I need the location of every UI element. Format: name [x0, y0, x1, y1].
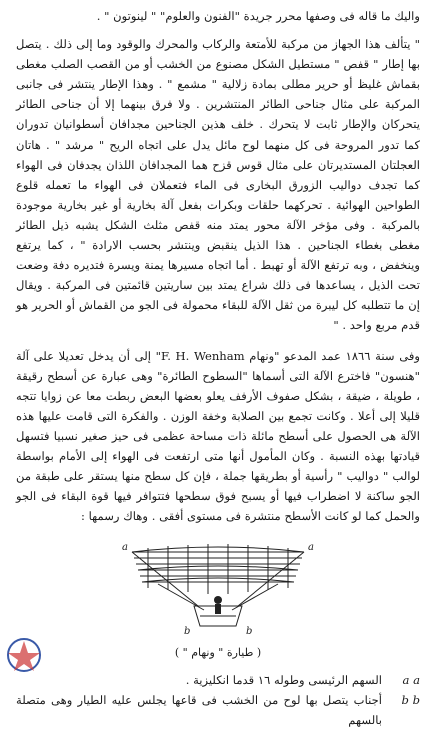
- figure-legend: [16, 670, 420, 730]
- legend-text: السهم الرئيسى وطوله ١٦ قدما انكليزية .: [185, 673, 382, 688]
- legend-item: [16, 690, 420, 730]
- wenham-aircraft-figure: [118, 534, 318, 660]
- legend-text: أجناب يتصل بها لوح من الخشب فى قاعها يجلس عليه الطيار وهى متصلة بالسهم: [16, 693, 382, 728]
- figure-caption: ( طيارة " ونهام " ): [174, 646, 262, 660]
- wenham-aircraft-drawing: [118, 534, 318, 642]
- figure-label-b-left: b: [184, 626, 191, 638]
- legend-item: [16, 670, 420, 690]
- library-logo-watermark: [4, 635, 44, 675]
- paragraph-1: " يتألف هذا الجهاز من مركبة للأمتعة والركاب والمحرك والوقود وما إلى ذلك . يتصل بها إطار " قفص " مستطيل الشكل مصنوع من الخشب أو من القصب الصلب مغطى بقماش غليظ أو حرير مطلى بمادة زلالية " مشمع " . وهذا الإطار ينتشر فى جانبى المركبة على مثال جناحى الطائر المنتشرين . ولا فرق بينهما إلا أن جناحى الطائر يتحركان والإطار ثابت لا يتحرك . خلف هذين الجناحين مجدافان أسطوانيان تدوران كما تدور المروحة فى كل منهما لوح مائل يدل على اتجاه الريح " مرشد " . هاتان العجلتان المستديرتان على مثال قوس قزح هما المجدافان اللذان يجدفان فى الهواء كما تجدف دواليب الزورق البخارى فى الماء فتعملان فى الهواء ما تعمله قلوع الطواحين الهوائية . تحركهما حلقات وبكرات بفعل آلة بخارية أو غير بخارية موجودة بالمركبة . وفى مؤخر الآلة محور يمتد منه قفص مثلث الشكل يشبه ذيل الطائر مغطى بغطاء الجناحين . هذا الذيل ينقبض وينتشر بحسب الارادة " ، كما يرتفع وينخفض ، وبه ترتفع الآلة أو تهبط . أما اتجاه مسيرها يمنة ويسرة فتديره دفة وضعت تحت الذيل ، يساعدها فى ذلك شراع يمتد بين ساريتين قائمتين فى المركبة . ويقال إن ما تتطلبه كل ليبرة من ثقل الآلة للبقاء محمولة فى الجو من القماش أو الحرير هو قدم مربع واحد . ": [16, 37, 420, 333]
- figure-label-a-left: a: [122, 542, 128, 554]
- intro-line: واليك ما قاله فى وصفها محرر جريدة "الفنون والعلوم" " لينوتون " .: [96, 9, 420, 23]
- legend-key: b b: [401, 693, 420, 708]
- figure-label-a-right: a: [308, 542, 314, 554]
- library-emblem-icon: [4, 635, 44, 675]
- figure-label-b-right: b: [246, 626, 253, 638]
- paragraph-2: وفى سنة ١٨٦٦ عمد المدعو "ونهام F. H. Wenham" إلى أن يدخل تعديلا على آلة "هنسون" فاخترع الآلة التى أسماها "السطوح الطائرة" وهى عبارة عن أسطح رقيقة ، طويلة ، ضيقة ، بشكل صفوف الأرفف يعلو بعضها البعض ربطت معا عن زوايا تتجه قليلا إلى أعلا . وكانت تجمع بين الصلابة وخفة الوزن . والفكرة التى قامت عليها هذه الآلة هى الحصول على أسطح مائلة ذات مساحة عظمى فى حيز صغير نسبيا فتسهل قيادتها بهذه النسبة . وكان المأمول أنها متى ارتفعت فى الهواء إلى الأمام بواسطة لوالب " دواليب " رأسية أو بطريقها جملة ، فإن كل سطح منها يستقر على طبقة من الجو ساكنة لا اضطراب فيها أو يسبح فوق سطحها فتتوافر فيها قوة البقاء فى الجو والحمل كما لو كانت الأسطح منتشرة فى مستوى أفقى . وهاك رسمها :: [16, 348, 421, 524]
- legend-key: a a: [402, 673, 420, 688]
